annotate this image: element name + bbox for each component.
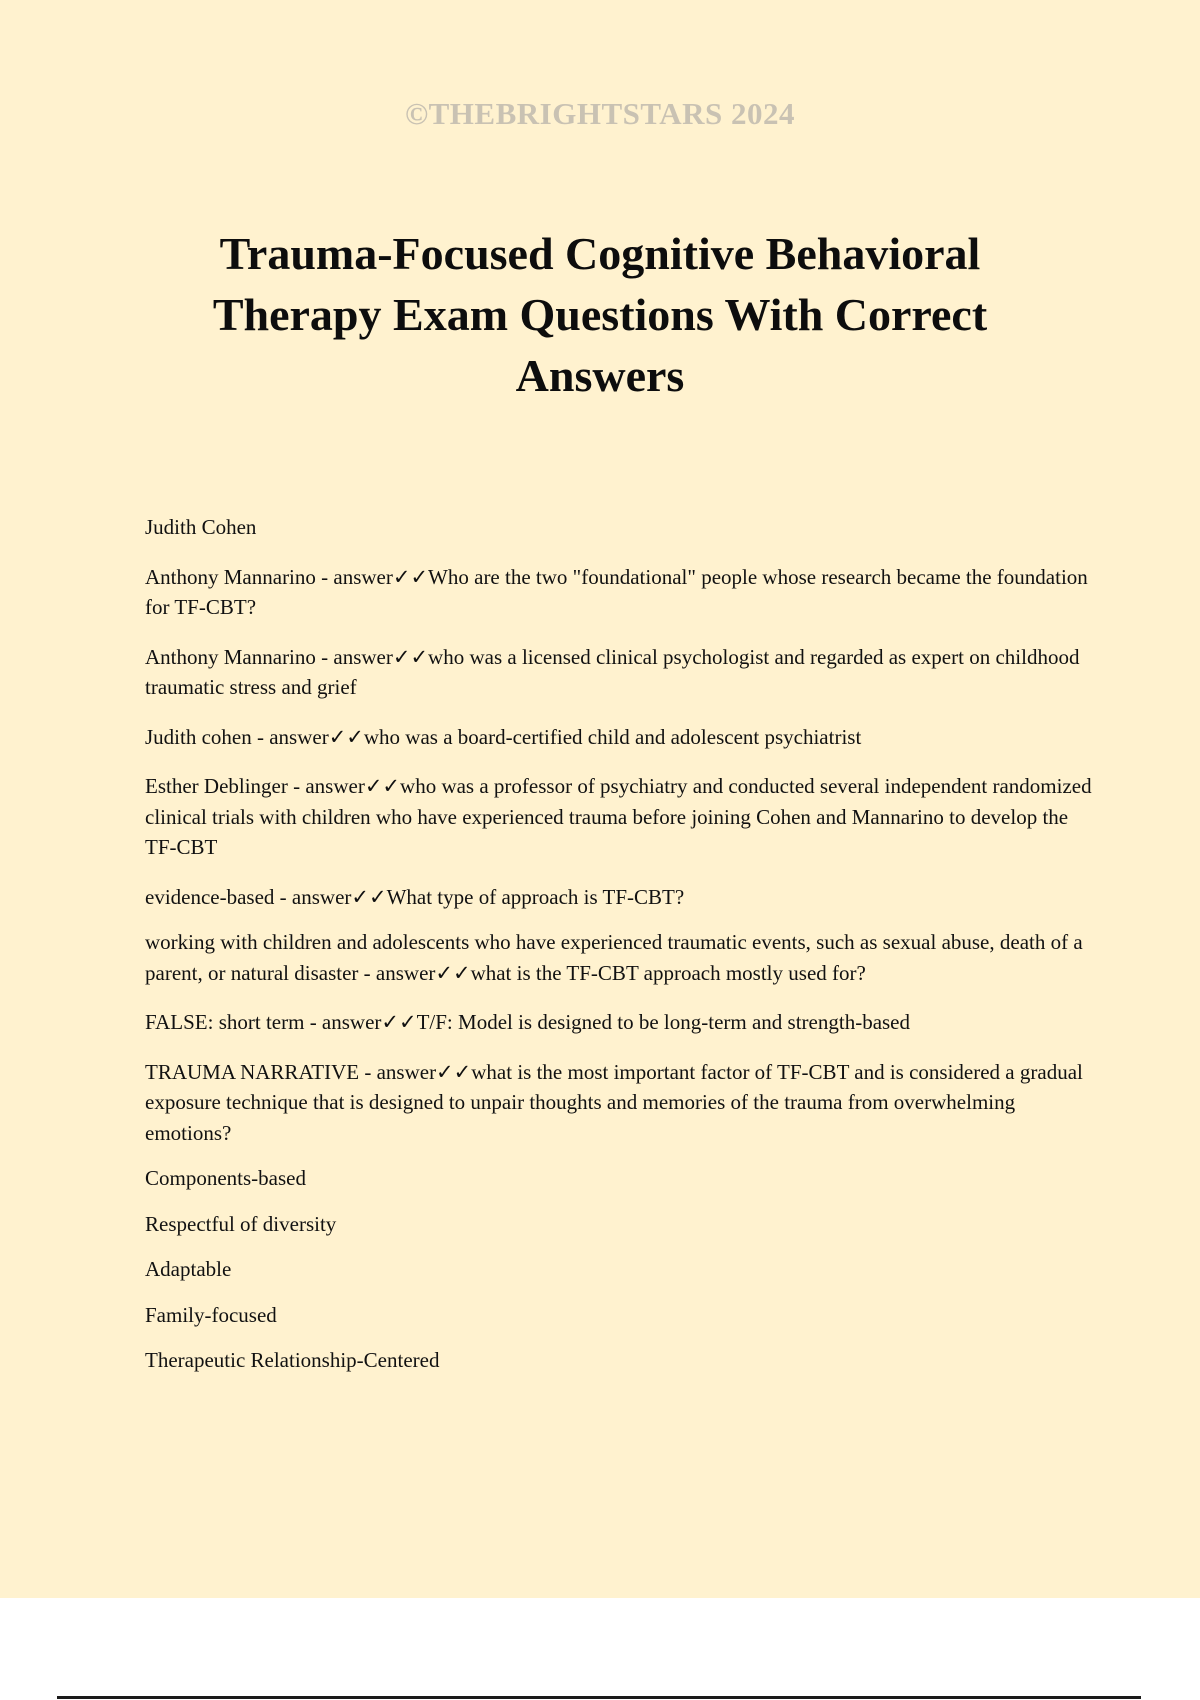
copyright-watermark: ©THEBRIGHTSTARS 2024 [404, 96, 796, 131]
list-item: Adaptable [145, 1257, 232, 1281]
document-title: Trauma-Focused Cognitive Behavioral Therapy Exam Questions With Correct Answers [212, 227, 988, 401]
list-item: Components-based [145, 1166, 306, 1190]
qa-list [145, 512, 1095, 1391]
list-item: Respectful of diversity [145, 1211, 337, 1236]
page-divider [57, 1696, 1141, 1699]
list-item: evidence-based - answer✓✓What type of approach is TF-CBT? [145, 884, 685, 909]
list-item: Anthony Mannarino - answer✓✓who was a licensed clinical psychologist and regarded as expert on childhood traumatic stress and grief [145, 644, 1080, 699]
list-item: Family-focused [145, 1302, 277, 1327]
list-item: working with children and adolescents who have experienced traumatic events, such as sexual abuse, death of a parent, or natural disaster - answer✓✓what is the TF-CBT approach mostly used for? [145, 930, 1083, 985]
list-item: Therapeutic Relationship-Centered [145, 1348, 440, 1372]
list-item: TRAUMA NARRATIVE - answer✓✓what is the most important factor of TF-CBT and is considered a gradual exposure technique that is designed to unpair thoughts and memories of the trauma from overwhelming emotions? [145, 1059, 1083, 1145]
list-item: Anthony Mannarino - answer✓✓Who are the two "foundational" people whose research became the foundation for TF-CBT? [145, 564, 1088, 619]
list-item: Judith cohen - answer✓✓who was a board-certified child and adolescent psychiatrist [145, 724, 862, 749]
list-item: Judith Cohen [145, 515, 257, 539]
list-item: FALSE: short term - answer✓✓T/F: Model is designed to be long-term and strength-based [145, 1010, 911, 1034]
list-item: Esther Deblinger - answer✓✓who was a professor of psychiatry and conducted several independent randomized clinical trials with children who have experienced trauma before joining Cohen and Mannarino to develop the TF-CBT [145, 774, 1092, 859]
